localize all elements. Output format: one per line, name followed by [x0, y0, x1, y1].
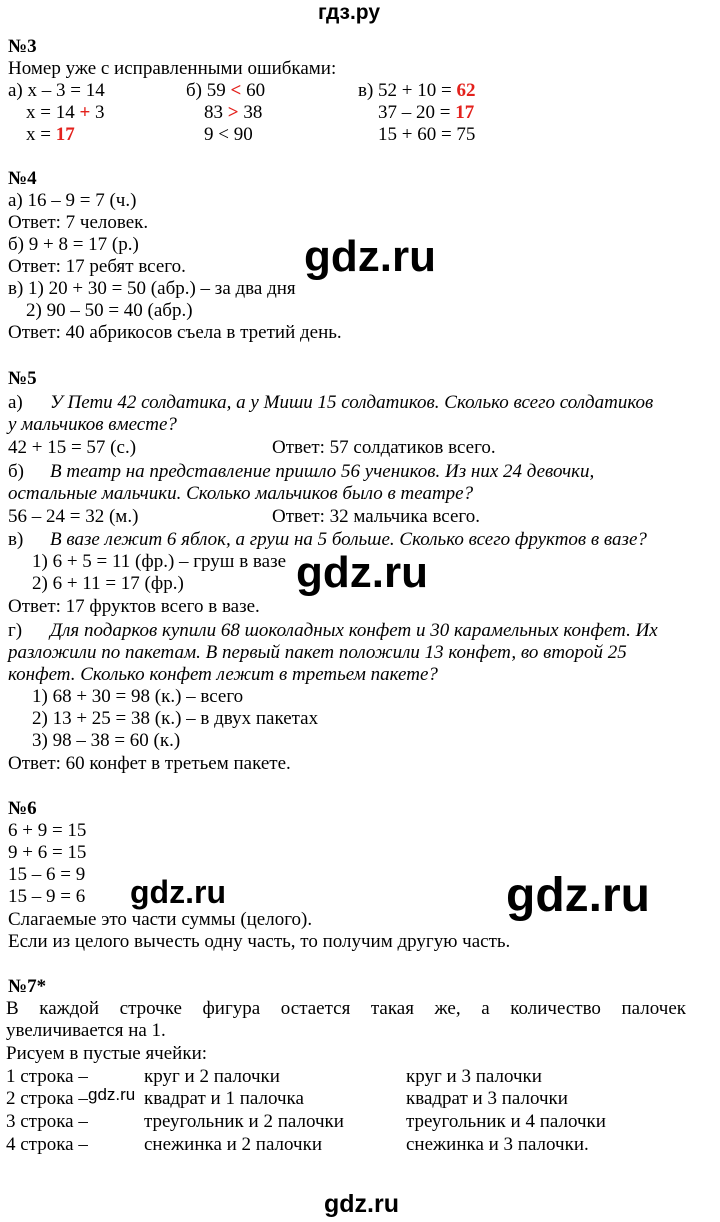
- task7-row-given: квадрат и 1 палочка: [144, 1088, 304, 1109]
- task7-paragraph: В каждой строчке фигура остается такая же, а количество палочек: [6, 998, 686, 1019]
- task7-row-answer: треугольник и 4 палочки: [406, 1111, 606, 1132]
- watermark: gdz.ru: [304, 232, 436, 281]
- task7-row-given: треугольник и 2 палочки: [144, 1111, 344, 1132]
- task3-a-line2: x = 14 + 3: [26, 102, 105, 123]
- task5-g-step: 1) 68 + 30 = 98 (к.) – всего: [32, 686, 244, 707]
- task3-b-line2: 83 > 38: [204, 102, 263, 123]
- task5-b-label: б): [8, 461, 24, 482]
- task5-g-label: г): [8, 620, 23, 641]
- site-header[interactable]: гдз.ру: [318, 1, 381, 24]
- task7-heading: №7*: [8, 976, 47, 997]
- task6-line: Если из целого вычесть одну часть, то получим другую часть.: [8, 931, 511, 952]
- task5-heading: №5: [8, 368, 37, 389]
- task3-b-line3: 9 < 90: [204, 124, 253, 145]
- task5-v-step: 1) 6 + 5 = 11 (фр.) – груш в вазе: [32, 551, 287, 572]
- watermark: gdz.ru: [324, 1190, 399, 1218]
- task6-line: 15 – 6 = 9: [8, 864, 86, 885]
- task5-b-statement: В театр на представление пришло 56 учеников. Из них 24 девочки,: [50, 461, 595, 482]
- task3-heading: №3: [8, 36, 37, 57]
- task5-v-label: в): [8, 529, 24, 550]
- task4-line: б) 9 + 8 = 17 (р.): [8, 234, 139, 255]
- task5-v-statement: В вазе лежит 6 яблок, а груш на 5 больше. Сколько всего фруктов в вазе?: [50, 529, 647, 550]
- task3-v-line3: 15 + 60 = 75: [378, 124, 476, 145]
- task4-line: Ответ: 7 человек.: [8, 212, 149, 233]
- task7-row-label: 2 строка –: [6, 1088, 88, 1109]
- task7-row-label: 3 строка –: [6, 1111, 88, 1132]
- task6-line: 6 + 9 = 15: [8, 820, 87, 841]
- task5-v-step: 2) 6 + 11 = 17 (фр.): [32, 573, 184, 594]
- task3-a-line1: а) x – 3 = 14: [8, 80, 105, 101]
- watermark: gdz.ru: [506, 869, 650, 922]
- task5-a-statement: у мальчиков вместе?: [8, 414, 177, 435]
- task3-v-line1: в) 52 + 10 = 62: [358, 80, 476, 101]
- task5-a-statement: У Пети 42 солдатика, а у Миши 15 солдатиков. Сколько всего солдатиков: [50, 392, 654, 413]
- task4-line: 2) 90 – 50 = 40 (абр.): [26, 300, 193, 321]
- task5-b-calc: 56 – 24 = 32 (м.): [8, 506, 139, 527]
- task7-row-answer: снежинка и 3 палочки.: [406, 1134, 589, 1155]
- task5-g-statement: конфет. Сколько конфет лежит в третьем пакете?: [8, 664, 438, 685]
- task4-line: а) 16 – 9 = 7 (ч.): [8, 190, 137, 211]
- watermark: gdz.ru: [130, 874, 226, 910]
- task3-a-line3: x = 17: [26, 124, 75, 145]
- task7-row-label: 1 строка –: [6, 1066, 88, 1087]
- task5-b-statement: остальные мальчики. Сколько мальчиков было в театре?: [8, 483, 474, 504]
- task5-a-answer: Ответ: 57 солдатиков всего.: [272, 437, 496, 458]
- watermark: gdz.ru: [88, 1085, 136, 1104]
- task4-heading: №4: [8, 168, 37, 189]
- task3-b-line1: б) 59 < 60: [186, 80, 266, 101]
- task5-a-calc: 42 + 15 = 57 (с.): [8, 437, 137, 458]
- task6-heading: №6: [8, 798, 37, 819]
- task4-line: Ответ: 40 абрикосов съела в третий день.: [8, 322, 342, 343]
- task5-g-statement: разложили по пакетам. В первый пакет положили 13 конфет, во второй 25: [8, 642, 627, 663]
- task5-g-answer: Ответ: 60 конфет в третьем пакете.: [8, 753, 291, 774]
- task5-g-step: 3) 98 – 38 = 60 (к.): [32, 730, 181, 751]
- task7-row-answer: круг и 3 палочки: [406, 1066, 542, 1087]
- task6-line: 9 + 6 = 15: [8, 842, 87, 863]
- task5-g-step: 2) 13 + 25 = 38 (к.) – в двух пакетах: [32, 708, 319, 729]
- task3-intro: Номер уже с исправленными ошибками:: [8, 58, 337, 79]
- task5-b-answer: Ответ: 32 мальчика всего.: [272, 506, 480, 527]
- task7-row-given: снежинка и 2 палочки: [144, 1134, 323, 1155]
- task5-g-statement: Для подарков купили 68 шоколадных конфет и 30 карамельных конфет. Их: [50, 620, 658, 641]
- task7-row-answer: квадрат и 3 палочки: [406, 1088, 568, 1109]
- task6-line: Слагаемые это части суммы (целого).: [8, 909, 313, 930]
- task6-line: 15 – 9 = 6: [8, 886, 86, 907]
- task3-v-line2: 37 – 20 = 17: [378, 102, 475, 123]
- task5-a-label: а): [8, 392, 23, 413]
- task7-row-label: 4 строка –: [6, 1134, 88, 1155]
- task7-paragraph: увеличивается на 1.: [6, 1020, 166, 1041]
- task4-line: Ответ: 17 ребят всего.: [8, 256, 186, 277]
- watermark: gdz.ru: [296, 548, 428, 597]
- task7-paragraph: Рисуем в пустые ячейки:: [6, 1043, 208, 1064]
- task7-row-given: круг и 2 палочки: [144, 1066, 280, 1087]
- task5-v-answer: Ответ: 17 фруктов всего в вазе.: [8, 596, 260, 617]
- task4-line: в) 1) 20 + 30 = 50 (абр.) – за два дня: [8, 278, 296, 299]
